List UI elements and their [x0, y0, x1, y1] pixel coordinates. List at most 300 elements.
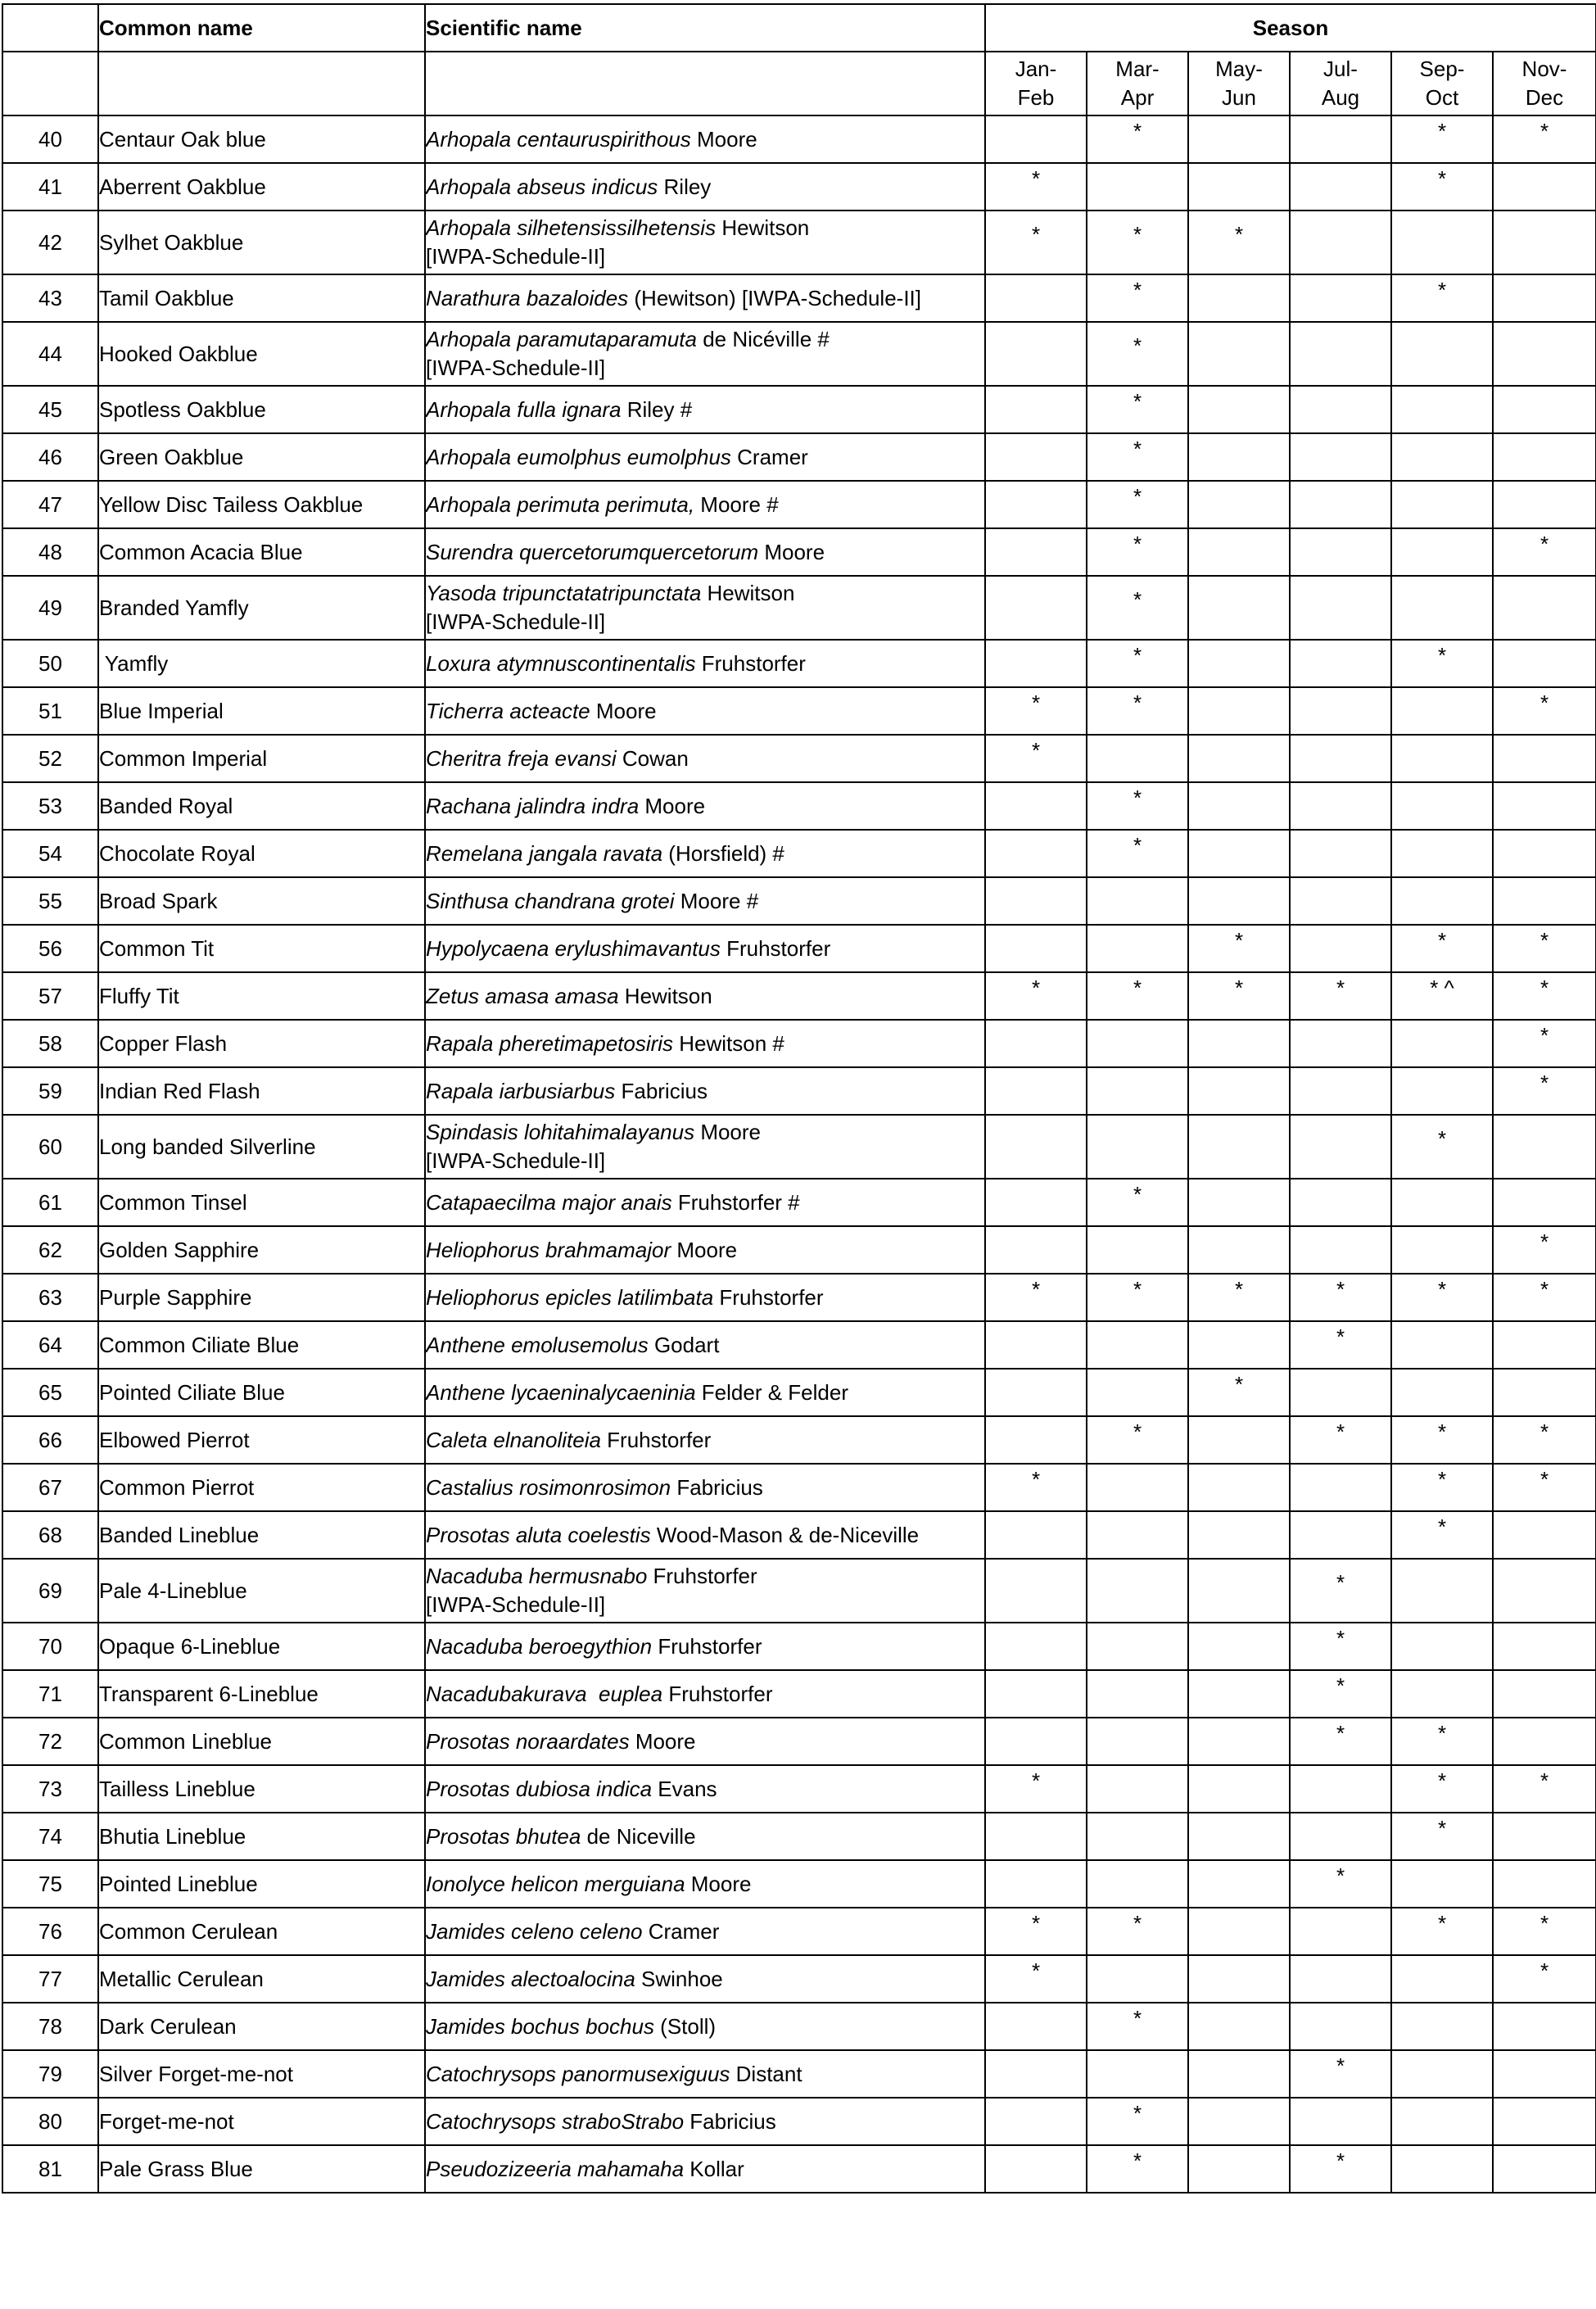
season-cell — [1391, 1955, 1493, 2003]
season-cell — [1290, 1955, 1391, 2003]
scientific-name-author: Fruhstorfer — [647, 1564, 757, 1588]
season-mark: * — [1336, 1324, 1345, 1349]
season-cell — [1087, 2050, 1188, 2098]
scientific-name-italic: Jamides celeno celeno — [426, 1918, 643, 1944]
season-mark: * — [1437, 165, 1447, 191]
season-mark: * — [1539, 1910, 1549, 1935]
scientific-name — [425, 2098, 985, 2145]
common-name: Banded Royal — [98, 782, 425, 830]
season-cell — [1391, 1670, 1493, 1718]
scientific-name-author: Moore — [629, 1728, 696, 1754]
scientific-name-italic: Nacaduba hermusnabo — [426, 1564, 648, 1588]
scientific-name — [425, 972, 985, 1020]
season-cell — [1391, 1020, 1493, 1067]
scientific-name — [425, 877, 985, 925]
scientific-name-italic: Prosotas dubiosa indica — [426, 1776, 653, 1801]
scientific-name-italic: Catapaecilma major anais — [426, 1189, 672, 1215]
common-name: Tailless Lineblue — [98, 1765, 425, 1813]
season-mark: * — [1133, 2100, 1142, 2126]
header-season: Season — [985, 4, 1596, 52]
season-cell — [1188, 1623, 1290, 1670]
season-cell — [1188, 115, 1290, 163]
season-cell — [985, 1908, 1087, 1955]
season-cell — [1290, 1813, 1391, 1860]
season-cell — [1087, 576, 1188, 640]
scientific-name-italic: Zetus amasa amasa — [426, 983, 619, 1008]
season-cell — [1188, 877, 1290, 925]
season-cell — [1188, 1321, 1290, 1369]
season-mark: * — [1539, 1229, 1549, 1254]
scientific-name-italic: Catochrysops straboStrabo — [426, 2108, 685, 2134]
scientific-name-note: [IWPA-Schedule-II] — [426, 609, 606, 634]
season-cell — [1391, 1115, 1493, 1179]
season-cell — [1188, 1860, 1290, 1908]
season-cell — [1391, 2003, 1493, 2050]
season-cell — [985, 1670, 1087, 1718]
season-cell — [985, 1369, 1087, 1416]
scientific-name — [425, 386, 985, 433]
table-row — [2, 211, 1596, 274]
common-name: Pale 4-Lineblue — [98, 1559, 425, 1623]
scientific-name-italic: Narathura bazaloides — [426, 285, 629, 310]
common-name: Common Tinsel — [98, 1179, 425, 1226]
season-cell — [1290, 1559, 1391, 1623]
scientific-name — [425, 1955, 985, 2003]
season-cell — [1188, 1908, 1290, 1955]
season-mark: * — [1133, 2148, 1142, 2173]
month-header — [1290, 52, 1391, 115]
season-mark: * — [1133, 1419, 1142, 1444]
season-mark: * — [1336, 975, 1345, 1000]
season-cell — [1391, 925, 1493, 972]
scientific-name-author: Fabricius — [671, 1474, 763, 1500]
season-cell — [1188, 1670, 1290, 1718]
season-cell — [1087, 830, 1188, 877]
scientific-name — [425, 274, 985, 322]
season-mark: * — [1133, 642, 1142, 668]
season-cell — [985, 274, 1087, 322]
season-cell — [1087, 1765, 1188, 1813]
season-cell — [1087, 115, 1188, 163]
scientific-name-author: (Stoll) — [653, 2013, 717, 2039]
common-name: Common Imperial — [98, 735, 425, 782]
row-number: 79 — [2, 2050, 98, 2098]
season-cell — [1493, 1718, 1596, 1765]
season-mark: * — [1437, 927, 1447, 953]
season-cell — [985, 1718, 1087, 1765]
season-cell — [1087, 972, 1188, 1020]
row-number: 63 — [2, 1274, 98, 1321]
season-cell — [1391, 1511, 1493, 1559]
row-number: 40 — [2, 115, 98, 163]
season-cell — [1290, 528, 1391, 576]
season-cell — [1493, 1623, 1596, 1670]
common-name: Common Tit — [98, 925, 425, 972]
scientific-name-italic: Heliophorus brahmamajor — [426, 1237, 671, 1262]
season-mark: * — [1031, 1276, 1041, 1302]
season-cell — [1391, 576, 1493, 640]
season-cell — [1290, 2003, 1391, 2050]
season-mark: * — [1133, 690, 1142, 715]
table-row — [2, 481, 1596, 528]
scientific-name — [425, 1020, 985, 1067]
season-cell — [1391, 687, 1493, 735]
table-row — [2, 1179, 1596, 1226]
season-cell — [1493, 1670, 1596, 1718]
season-cell — [1087, 1559, 1188, 1623]
scientific-name-author: Swinhoe — [635, 1966, 723, 1991]
common-name: Purple Sapphire — [98, 1274, 425, 1321]
season-cell — [1290, 1274, 1391, 1321]
scientific-name-author: Hewitson — [618, 983, 712, 1008]
scientific-name-italic: Rapala pheretimapetosiris — [426, 1030, 674, 1056]
season-cell — [1290, 1226, 1391, 1274]
row-number: 62 — [2, 1226, 98, 1274]
common-name: Blue Imperial — [98, 687, 425, 735]
common-name: Elbowed Pierrot — [98, 1416, 425, 1464]
season-cell — [1493, 1115, 1596, 1179]
season-cell — [1391, 1416, 1493, 1464]
season-cell — [1391, 735, 1493, 782]
season-cell — [1087, 1511, 1188, 1559]
season-cell — [1391, 433, 1493, 481]
season-cell — [985, 1765, 1087, 1813]
season-cell — [1391, 877, 1493, 925]
season-cell — [1493, 211, 1596, 274]
row-number: 73 — [2, 1765, 98, 1813]
scientific-name-author: Moore — [690, 126, 757, 152]
scientific-name-author: Cramer — [730, 444, 808, 469]
season-cell — [1087, 1718, 1188, 1765]
season-cell — [1188, 211, 1290, 274]
scientific-name-author: Moore # — [694, 491, 779, 517]
season-cell — [1188, 274, 1290, 322]
season-mark: * — [1539, 1070, 1549, 1095]
table-row — [2, 972, 1596, 1020]
season-cell — [1493, 1274, 1596, 1321]
season-mark: * — [1539, 1022, 1549, 1048]
season-cell — [1188, 481, 1290, 528]
season-mark: * — [1336, 1569, 1345, 1595]
season-mark: * — [1234, 975, 1244, 1000]
month-header — [1493, 52, 1596, 115]
season-cell — [1087, 481, 1188, 528]
season-cell — [1087, 1955, 1188, 2003]
table-row — [2, 2098, 1596, 2145]
season-cell — [1087, 687, 1188, 735]
season-cell — [1087, 877, 1188, 925]
season-cell — [985, 322, 1087, 386]
season-mark: * — [1133, 586, 1142, 612]
season-cell — [1391, 1274, 1493, 1321]
season-mark: * — [1031, 1958, 1041, 1983]
row-number: 69 — [2, 1559, 98, 1623]
season-cell — [1087, 640, 1188, 687]
row-number: 48 — [2, 528, 98, 576]
season-cell — [1493, 481, 1596, 528]
season-cell — [1493, 163, 1596, 211]
season-cell — [1290, 1416, 1391, 1464]
season-cell — [1290, 735, 1391, 782]
season-cell — [1188, 925, 1290, 972]
season-cell — [1188, 1416, 1290, 1464]
month-header — [1391, 52, 1493, 115]
season-mark: * — [1437, 1815, 1447, 1840]
scientific-name-author: Fabricius — [615, 1078, 708, 1103]
season-mark: * — [1539, 531, 1549, 556]
header-scientific-name: Scientific name — [425, 4, 985, 52]
scientific-name — [425, 1860, 985, 1908]
scientific-name-author: de Niceville — [581, 1823, 696, 1849]
season-cell — [1087, 163, 1188, 211]
season-mark: * — [1539, 1958, 1549, 1983]
scientific-name-note: [IWPA-Schedule-II] — [426, 355, 606, 380]
scientific-name — [425, 163, 985, 211]
season-cell — [1188, 1559, 1290, 1623]
season-cell — [985, 1179, 1087, 1226]
season-mark: * — [1539, 1419, 1549, 1444]
season-cell — [1290, 2050, 1391, 2098]
season-cell — [1493, 1511, 1596, 1559]
season-cell — [1493, 274, 1596, 322]
season-cell — [1290, 1369, 1391, 1416]
season-cell — [1391, 1226, 1493, 1274]
season-mark: * — [1234, 221, 1244, 247]
scientific-name-author: Hewitson — [716, 215, 810, 240]
season-cell — [1493, 1559, 1596, 1623]
season-cell — [985, 1416, 1087, 1464]
season-cell — [1391, 1559, 1493, 1623]
season-cell — [985, 386, 1087, 433]
scientific-name-author: Riley — [658, 174, 712, 199]
common-name: Long banded Silverline — [98, 1115, 425, 1179]
season-cell — [985, 782, 1087, 830]
season-cell — [1087, 1464, 1188, 1511]
row-number: 47 — [2, 481, 98, 528]
season-cell — [1493, 2098, 1596, 2145]
season-mark: * — [1133, 118, 1142, 143]
common-name: Common Ciliate Blue — [98, 1321, 425, 1369]
season-cell — [1188, 1955, 1290, 2003]
season-cell — [985, 1511, 1087, 1559]
table-row — [2, 925, 1596, 972]
season-cell — [1087, 925, 1188, 972]
common-name: Yamfly — [98, 640, 425, 687]
season-cell — [1290, 830, 1391, 877]
common-name: Tamil Oakblue — [98, 274, 425, 322]
scientific-name-author: de Nicéville # — [696, 327, 830, 351]
season-cell — [1493, 1321, 1596, 1369]
season-cell — [985, 830, 1087, 877]
table-row — [2, 1464, 1596, 1511]
season-cell — [1087, 1860, 1188, 1908]
table-row — [2, 1955, 1596, 2003]
season-cell — [1290, 274, 1391, 322]
season-cell — [1493, 1955, 1596, 2003]
season-cell — [1493, 2003, 1596, 2050]
season-cell — [1087, 782, 1188, 830]
row-number: 56 — [2, 925, 98, 972]
season-cell — [1087, 211, 1188, 274]
scientific-name-author: Fruhstorfer — [713, 1284, 824, 1310]
season-cell — [1493, 1369, 1596, 1416]
season-cell — [1391, 163, 1493, 211]
season-cell — [1188, 2050, 1290, 2098]
season-cell — [1493, 1020, 1596, 1067]
common-name: Opaque 6-Lineblue — [98, 1623, 425, 1670]
season-cell — [1087, 1115, 1188, 1179]
season-cell — [1493, 1179, 1596, 1226]
season-mark: * — [1133, 483, 1142, 509]
season-cell — [1087, 433, 1188, 481]
season-cell — [1493, 1416, 1596, 1464]
scientific-name — [425, 1179, 985, 1226]
common-name: Chocolate Royal — [98, 830, 425, 877]
season-cell — [1290, 211, 1391, 274]
table-row — [2, 1511, 1596, 1559]
season-cell — [1188, 1020, 1290, 1067]
table-row — [2, 782, 1596, 830]
season-mark: * — [1031, 1768, 1041, 1793]
scientific-name — [425, 1115, 985, 1179]
season-cell — [1290, 640, 1391, 687]
scientific-name-author: Evans — [652, 1776, 717, 1801]
season-mark: * — [1234, 1371, 1244, 1397]
season-cell — [1290, 1464, 1391, 1511]
season-mark: * — [1437, 1466, 1447, 1492]
season-cell — [1391, 1067, 1493, 1115]
season-cell — [1188, 1226, 1290, 1274]
common-name: Common Acacia Blue — [98, 528, 425, 576]
row-number: 80 — [2, 2098, 98, 2145]
season-cell — [1290, 1718, 1391, 1765]
scientific-name — [425, 1067, 985, 1115]
season-cell — [1493, 782, 1596, 830]
season-cell — [1188, 1813, 1290, 1860]
common-name: Common Pierrot — [98, 1464, 425, 1511]
row-number: 74 — [2, 1813, 98, 1860]
scientific-name-note: [IWPA-Schedule-II] — [426, 1148, 606, 1173]
scientific-name-author: Fruhstorfer # — [671, 1189, 800, 1215]
scientific-name — [425, 925, 985, 972]
season-cell — [1391, 274, 1493, 322]
season-mark: * — [1336, 1276, 1345, 1302]
season-cell — [1493, 687, 1596, 735]
scientific-name-author: Moore — [758, 539, 825, 564]
scientific-name-italic: Surendra quercetorumquercetorum — [426, 539, 759, 564]
scientific-name-italic: Arhopala fulla ignara — [426, 396, 622, 422]
season-cell — [1188, 433, 1290, 481]
table-row — [2, 322, 1596, 386]
table-row — [2, 830, 1596, 877]
season-mark: * — [1133, 221, 1142, 247]
season-mark: * — [1031, 1466, 1041, 1492]
season-cell — [1493, 528, 1596, 576]
scientific-name — [425, 1623, 985, 1670]
season-mark: * — [1133, 388, 1142, 414]
season-cell — [1493, 2050, 1596, 2098]
season-cell — [985, 640, 1087, 687]
scientific-name-author: Cramer — [642, 1918, 720, 1944]
scientific-name-italic: Nacadubakurava euplea — [426, 1681, 663, 1706]
scientific-name-italic: Anthene lycaeninalycaeninia — [426, 1379, 696, 1405]
month-jan-feb: Jan- Feb — [1015, 57, 1057, 110]
season-cell — [985, 925, 1087, 972]
row-number: 45 — [2, 386, 98, 433]
row-number: 54 — [2, 830, 98, 877]
row-number: 71 — [2, 1670, 98, 1718]
scientific-name — [425, 735, 985, 782]
season-mark: * — [1133, 2005, 1142, 2031]
scientific-name-italic: Jamides bochus bochus — [426, 2013, 654, 2039]
season-cell — [1087, 528, 1188, 576]
season-cell — [1290, 925, 1391, 972]
common-name: Pointed Ciliate Blue — [98, 1369, 425, 1416]
table-row — [2, 640, 1596, 687]
season-cell — [1188, 1274, 1290, 1321]
season-cell — [1188, 1179, 1290, 1226]
common-name: Golden Sapphire — [98, 1226, 425, 1274]
table-row — [2, 1765, 1596, 1813]
scientific-name-author: Moore — [671, 1237, 738, 1262]
season-cell — [985, 1115, 1087, 1179]
row-number: 53 — [2, 782, 98, 830]
season-cell — [1188, 163, 1290, 211]
season-cell — [1290, 1067, 1391, 1115]
season-mark: * — [1133, 1910, 1142, 1935]
season-mark: * — [1336, 1419, 1345, 1444]
row-number: 76 — [2, 1908, 98, 1955]
season-cell — [985, 1955, 1087, 2003]
season-cell — [1087, 2098, 1188, 2145]
season-cell — [1493, 640, 1596, 687]
season-cell — [985, 433, 1087, 481]
season-mark: * ^ — [1430, 975, 1454, 1000]
season-cell — [985, 1813, 1087, 1860]
season-cell — [1493, 1226, 1596, 1274]
scientific-name-italic: Jamides alectoalocina — [426, 1966, 635, 1991]
season-mark: * — [1031, 165, 1041, 191]
scientific-name — [425, 1670, 985, 1718]
season-cell — [1493, 830, 1596, 877]
table-row — [2, 1908, 1596, 1955]
season-cell — [1188, 972, 1290, 1020]
scientific-name — [425, 687, 985, 735]
table-row — [2, 115, 1596, 163]
common-name: Branded Yamfly — [98, 576, 425, 640]
scientific-name-author: Moore — [639, 793, 706, 818]
season-mark: * — [1133, 975, 1142, 1000]
scientific-name-note: [IWPA-Schedule-II] — [426, 244, 606, 269]
season-cell — [1087, 1670, 1188, 1718]
season-cell — [985, 1559, 1087, 1623]
scientific-name-author: Distant — [730, 2061, 803, 2086]
common-name: Copper Flash — [98, 1020, 425, 1067]
season-cell — [1087, 2145, 1188, 2193]
scientific-name-italic: Anthene emolusemolus — [426, 1332, 649, 1357]
butterfly-table — [2, 3, 1596, 2194]
season-cell — [1087, 1179, 1188, 1226]
row-number: 52 — [2, 735, 98, 782]
table-row — [2, 1369, 1596, 1416]
table-row — [2, 2050, 1596, 2098]
season-mark: * — [1539, 1768, 1549, 1793]
season-cell — [1493, 2145, 1596, 2193]
season-cell — [1188, 528, 1290, 576]
scientific-name — [425, 782, 985, 830]
season-cell — [1290, 1670, 1391, 1718]
table-row — [2, 1416, 1596, 1464]
